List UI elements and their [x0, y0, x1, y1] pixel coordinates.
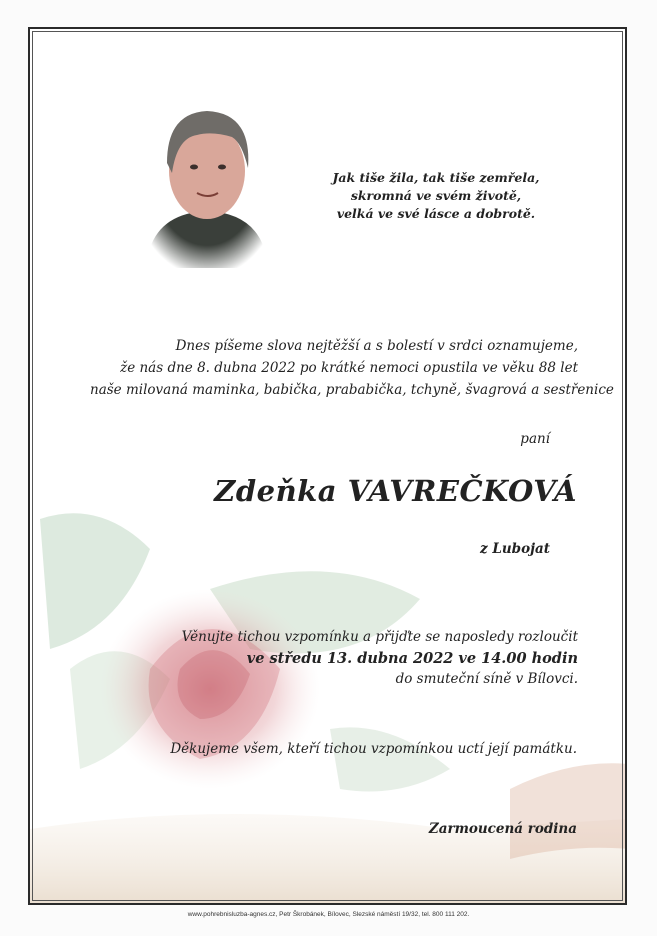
announcement-line: Dnes píšeme slova nejtěžší a s bolestí v srdci oznamujeme,	[175, 338, 578, 354]
funeral-date-time: ve středu 13. dubna 2022 ve 14.00 hodin	[246, 650, 578, 667]
announcement-text	[90, 335, 614, 401]
honorific: paní	[520, 431, 550, 447]
quote-line: skromná ve svém životě,	[350, 188, 522, 203]
portrait-photo	[142, 93, 272, 268]
obituary-frame	[28, 27, 627, 905]
funeral-line: Věnujte tichou vzpomínku a přijďte se naposledy rozloučit	[181, 629, 578, 645]
footer-contact: www.pohrebnisluzba-agnes.cz, Petr Škrobánek, Bílovec, Slezské náměstí 19/32, tel. 800 111 202.	[187, 911, 470, 918]
thanks-text: Děkujeme všem, kteří tichou vzpomínkou uctí její památku.	[170, 741, 577, 757]
rose-background-illustration	[30, 29, 627, 905]
deceased-name: Zdeňka VAVREČKOVÁ	[214, 474, 577, 508]
announcement-line: že nás dne 8. dubna 2022 po krátké nemoci opustila ve věku 88 let	[120, 360, 578, 376]
memorial-quote	[306, 169, 566, 223]
quote-line: Jak tiše žila, tak tiše zemřela,	[332, 170, 540, 185]
quote-line: velká ve své lásce a dobrotě.	[336, 206, 536, 221]
funeral-details	[110, 627, 578, 690]
funeral-location: do smuteční síně v Bílovci.	[395, 671, 578, 687]
announcement-line: naše milovaná maminka, babička, prababička, tchyně, švagrová a sestřenice	[90, 382, 614, 398]
family-signature: Zarmoucená rodina	[428, 821, 577, 837]
origin-place: z Lubojat	[480, 541, 550, 557]
